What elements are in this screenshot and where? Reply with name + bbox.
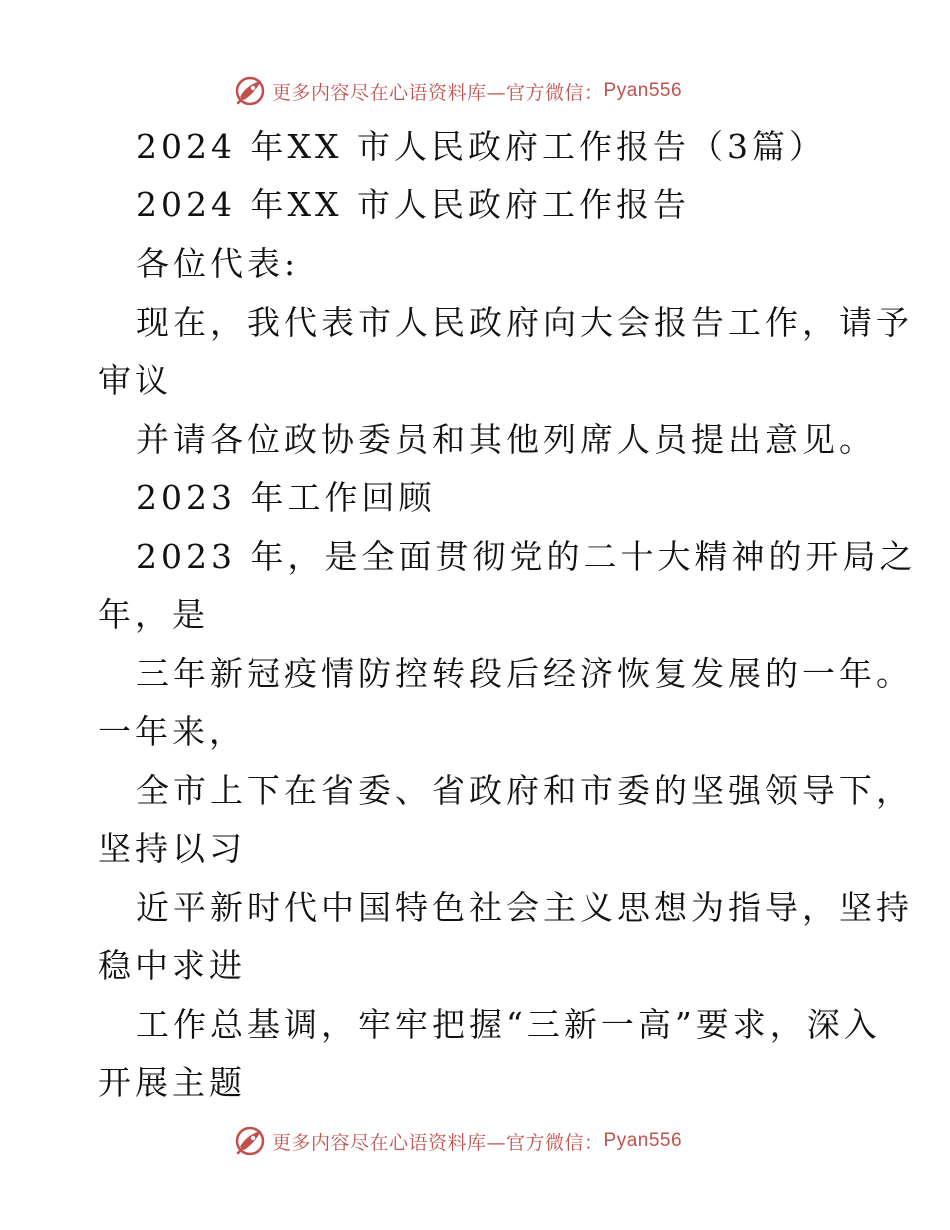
watermark-text: 更多内容尽在心语资料库—官方微信： xyxy=(272,1131,604,1154)
paragraph-line: 三年新冠疫情防控转段后经济恢复发展的一年。 xyxy=(136,654,913,693)
document-title: 2024 年XX 市人民政府工作报告（3篇） xyxy=(136,127,826,166)
paragraph-line: 并请各位政协委员和其他列席人员提出意见。 xyxy=(136,420,876,459)
paragraph-line: 全市上下在省委、省政府和市委的坚强领导下， xyxy=(136,771,913,810)
salutation: 各位代表: xyxy=(136,244,300,283)
report-title: 2024 年XX 市人民政府工作报告 xyxy=(136,185,690,224)
pen-nib-logo-icon xyxy=(234,75,266,107)
paragraph-line: 稳中求进 xyxy=(98,946,246,985)
paragraph-line: 一年来， xyxy=(98,712,246,751)
paragraph-line: 审议 xyxy=(98,361,172,400)
section-heading: 2023 年工作回顾 xyxy=(136,478,436,517)
watermark-banner-bottom xyxy=(234,1124,682,1158)
watermark-wechat-id: Pyan556 xyxy=(603,1130,683,1151)
paragraph-line: 坚持以习 xyxy=(98,829,246,868)
pen-nib-logo-icon xyxy=(234,1125,266,1157)
paragraph-line: 工作总基调，牢牢把握“三新一高”要求，深入 xyxy=(136,1005,881,1044)
paragraph-line: 年，是 xyxy=(98,595,209,634)
watermark-text: 更多内容尽在心语资料库—官方微信： xyxy=(272,81,604,104)
paragraph-line: 2023 年，是全面贯彻党的二十大精神的开局之 xyxy=(136,537,917,576)
paragraph-line: 现在，我代表市人民政府向大会报告工作，请予 xyxy=(136,303,913,342)
watermark-wechat-id: Pyan556 xyxy=(603,80,683,101)
paragraph-line: 近平新时代中国特色社会主义思想为指导，坚持 xyxy=(136,888,913,927)
paragraph-line: 开展主题 xyxy=(98,1063,246,1102)
watermark-banner-top xyxy=(234,74,682,108)
